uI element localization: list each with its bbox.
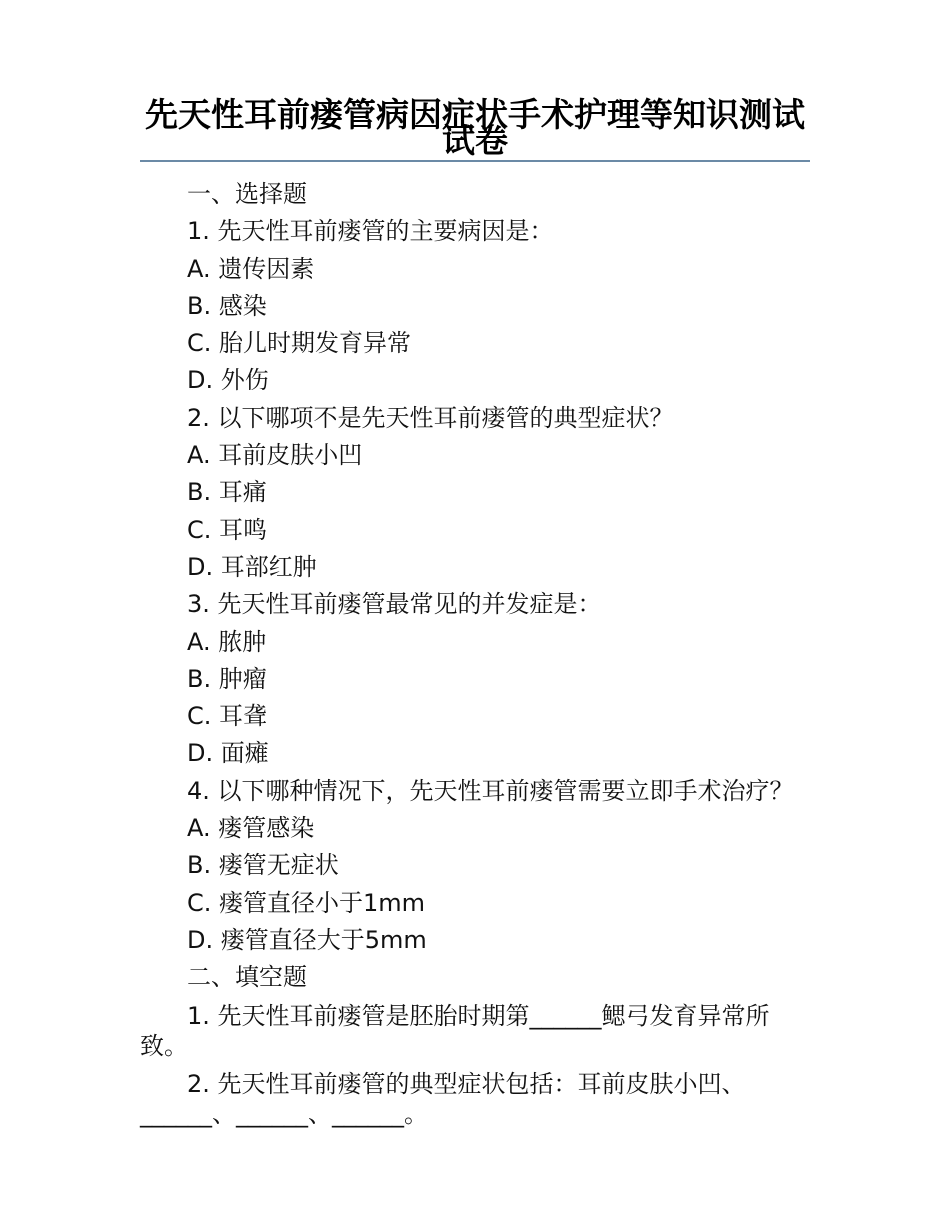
question-4-option-c: C. 瘘管直径小于1mm [187, 888, 426, 917]
question-2: 2. 以下哪项不是先天性耳前瘘管的典型症状？ [187, 403, 674, 432]
section-heading-fill: 二、填空题 [187, 963, 307, 992]
question-4-option-a: A. 瘘管感染 [187, 814, 315, 843]
section-heading-choice: 一、选择题 [187, 180, 307, 208]
document-title: 先天性耳前瘘管病因症状手术护理等知识测试试卷 [145, 95, 805, 160]
question-3-option-b: B. 肿瘤 [187, 664, 267, 693]
title-divider [140, 160, 810, 162]
question-4: 4. 以下哪种情况下，先天性耳前瘘管需要立即手术治疗？ [187, 776, 794, 805]
question-1-option-b: B. 感染 [187, 291, 267, 320]
question-2-option-d: D. 耳部红肿 [187, 552, 317, 581]
question-1: 1. 先天性耳前瘘管的主要病因是： [187, 217, 554, 246]
fill-question-2: 2. 先天性耳前瘘管的典型症状包括：耳前皮肤小凹、______、______、______。 [140, 1069, 746, 1128]
question-3-option-c: C. 耳聋 [187, 702, 268, 731]
question-1-option-d: D. 外伤 [187, 366, 269, 395]
fill-question-1: 1. 先天性耳前瘘管是胚胎时期第______鳃弓发育异常所致。 [140, 1001, 770, 1060]
question-1-option-c: C. 胎儿时期发育异常 [187, 329, 412, 358]
document-body [140, 176, 810, 1137]
question-1-option-a: A. 遗传因素 [187, 254, 315, 283]
question-2-option-a: A. 耳前皮肤小凹 [187, 441, 363, 470]
question-2-option-c: C. 耳鸣 [187, 515, 268, 544]
question-2-option-b: B. 耳痛 [187, 478, 267, 507]
question-3-option-a: A. 脓肿 [187, 627, 267, 656]
question-3: 3. 先天性耳前瘘管最常见的并发症是： [187, 590, 602, 619]
question-4-option-b: B. 瘘管无症状 [187, 851, 339, 880]
question-3-option-d: D. 面瘫 [187, 739, 269, 768]
question-4-option-d: D. 瘘管直径大于5mm [187, 925, 427, 954]
